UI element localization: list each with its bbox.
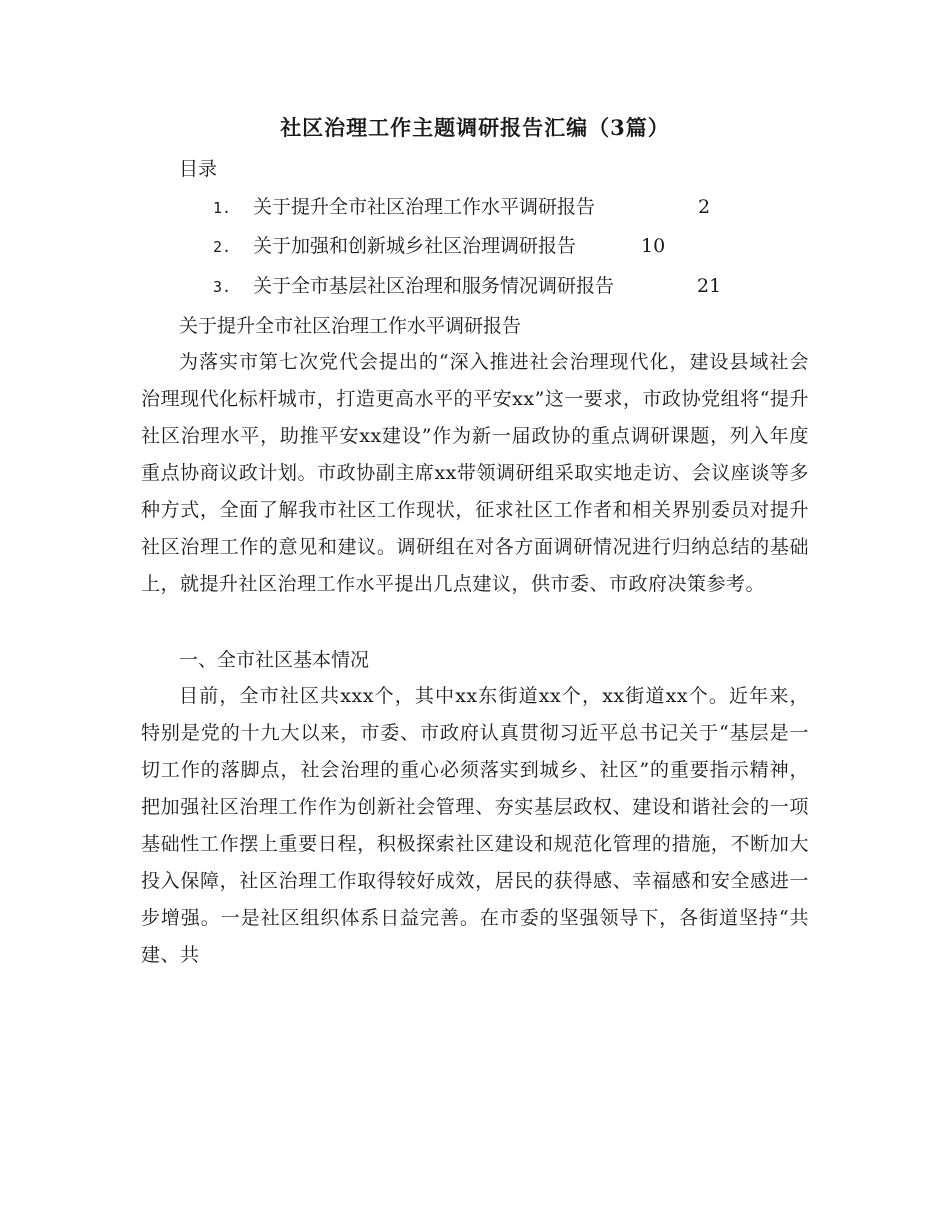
toc-item-label: 关于全市基层社区治理和服务情况调研报告 [253, 275, 615, 297]
toc-item[interactable] [213, 232, 666, 261]
toc-item-label: 关于提升全市社区治理工作水平调研报告 [253, 196, 596, 218]
section-heading-1: 一、全市社区基本情况 [179, 649, 370, 671]
toc-item-page: 10 [641, 235, 666, 257]
toc-item[interactable] [213, 272, 722, 301]
section-title: 关于提升全市社区治理工作水平调研报告 [179, 315, 522, 337]
toc-item-label: 关于加强和创新城乡社区治理调研报告 [253, 235, 577, 257]
toc-item-page: 2 [698, 196, 711, 218]
toc-item-number: 3. [213, 278, 232, 296]
toc-item-number: 2. [213, 238, 232, 256]
toc-heading: 目录 [179, 158, 218, 180]
toc-item[interactable] [213, 193, 711, 222]
toc-item-page: 21 [697, 275, 722, 297]
paragraph-intro: 为落实市第七次党代会提出的“深入推进社会治理现代化，建设县域社会治理现代化标杆城市，打造更高水平的平安xx”这一要求，市政协党组将“提升社区治理水平，助推平安xx建设”作为新一届政协的重点调研课题，列入年度重点协商议政计划。市政协副主席xx带领调研组采取实地走访、会议座谈等多种方式，全面了解我市社区工作现状，征求社区工作者和相关界别委员对提升社区治理工作的意见和建议。调研组在对各方面调研情况进行归纳总结的基础上，就提升社区治理工作水平提出几点建议，供市委、市政府决策参考。 [141, 351, 809, 595]
toc-item-number: 1. [213, 199, 232, 217]
paragraph-basic-situation: 目前，全市社区共xxx个，其中xx东街道xx个，xx街道xx个。近年来，特别是党的十九大以来，市委、市政府认真贯彻习近平总书记关于“基层是一切工作的落脚点，社会治理的重心必须落实到城乡、社区”的重要指示精神，把加强社区治理工作作为创新社会管理、夯实基层政权、建设和谐社会的一项基础性工作摆上重要日程，积极探索社区建设和规范化管理的措施，不断加大投入保障，社区治理工作取得较好成效，居民的获得感、幸福感和安全感进一步增强。一是社区组织体系日益完善。在市委的坚强领导下，各街道坚持“共建、共 [141, 685, 809, 966]
document-title: 社区治理工作主题调研报告汇编（3篇） [280, 115, 670, 140]
